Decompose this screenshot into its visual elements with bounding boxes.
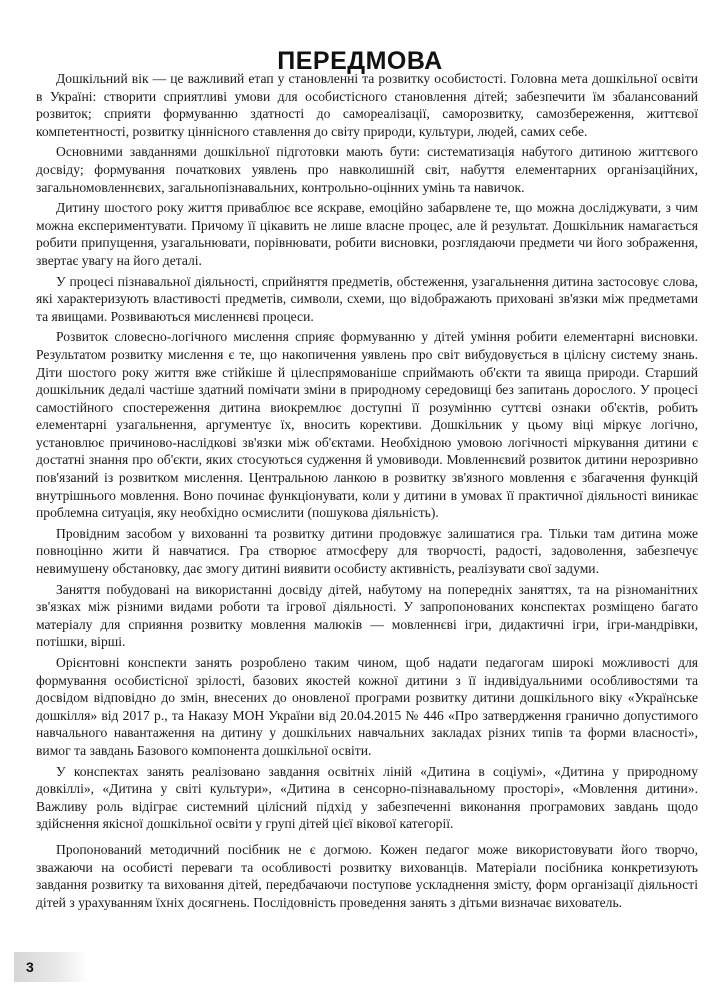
paragraph-6: Провідним засобом у вихованні та розвитку дитини продовжує залишатися гра. Тільки там дитина може повноцінно жити й навчатися. Гра створює атмосферу для творчості, радості, задоволення, забезпечує невимушену обстановку, дає змогу дитині виявити особисту активність, реалізувати свої задуми. bbox=[36, 525, 698, 577]
paragraph-7: Заняття побудовані на використанні досвіду дітей, набутому на попередніх заняттях, та на різноманітних зв'язках між різними видами роботи та ігрової діяльності. У запропонованих конспектах розміщено багато матеріалу для сприяння розвитку мовлення малюків — мовленнєві ігри, дидактичні ігри, ігри-мандрівки, потішки, вірші. bbox=[36, 581, 698, 650]
paragraph-4: У процесі пізнавальної діяльності, сприйняття предметів, обстеження, узагальнення дитина застосовує слова, які характеризують властивості предметів, символи, схеми, що відображають приховані зв'язки між предметами та явищами. Розвиваються мисленнєві процеси. bbox=[36, 273, 698, 324]
page-title: ПЕРЕДМОВА bbox=[277, 46, 443, 75]
paragraph-10: Пропонований методичний посібник не є догмою. Кожен педагог може використовувати його творчо, зважаючи на особисті переваги та особливості розвитку вихованців. Матеріали посібника конкретизують завдання розвитку та виховання дітей, передбачаючи поступове ускладнення змісту, форм організації діяльності дітей з урахуванням їхніх досягнень. Послідовність проведення занять з дітьми визначає вихователь. bbox=[36, 841, 698, 910]
paragraph-9: У конспектах занять реалізовано завдання освітніх ліній «Дитина в соціумі», «Дитина у природному довкіллі», «Дитина у світі культури», «Дитина в сенсорно-пізнавальному просторі», «Мовлення дитини». Важливу роль відіграє системний цілісний підхід у забезпеченні виконання програмових завдань щодо здійснення якісної дошкільної освіти у групі дітей цієї вікової категорії. bbox=[36, 763, 698, 832]
paragraph-5: Розвиток словесно-логічного мислення сприяє формуванню у дітей уміння робити елементарні висновки. Результатом розвитку мислення є те, що накопичення уявлень про світ вибудовується в цілісну систему знань. Діти шостого року життя вже стійкіше й цілеспрямованіше сприймають об'єкти та явища природи. Старший дошкільник дедалі частіше здатний помічати зміни в природному середовищі без запитань дорослого. У процесі самостійного спостереження дитина виокремлює доступні її розумінню суттєві ознаки об'єктів, робить елементарні узагальнення, аргументує їх, вносить корективи. Дошкільник у цьому віці міркує логічно, установлює причиново-наслідкові зв'язки між об'єктами. Необхідною умовою логічності міркування дитини є достатні знання про об'єкти, яких стосуються судження й умовиводи. Мовленнєвий розвиток дитини нерозривно пов'язаний із розвитком мислення. Центральною ланкою в розвитку зв'язного мовлення є збагачення функцій внутрішнього мовлення. Воно починає функціонувати, коли у дитини в умовах її практичної діяльності виникає проблемна ситуація, яку необхідно осмислити (пошукова діяльність). bbox=[36, 329, 698, 521]
paragraph-3: Дитину шостого року життя приваблює все яскраве, емоційно забарвлене те, що можна досліджувати, з чим можна експериментувати. Причому її цікавить не лише власне процес, але й результат. Дошкільник намагається робити припущення, узагальнювати, порівнювати, робити висновки, розглядаючи предмети чи його зображення, звертає увагу на його деталі. bbox=[36, 200, 698, 268]
paragraph-8: Орієнтовні конспекти занять розроблено таким чином, щоб надати педагогам широкі можливості для формування особистісної зрілості, базових якостей кожної дитини з її індивідуальними особливостями та досвідом відповідно до змін, внесених до оновленої програми розвитку дитини дошкільного віку «Українське дошкілля» від 2017 р., та Наказу МОН України від 20.04.2015 № 446 «Про затвердження гранично допустимого навчального навантаження на дитину у дошкільних навчальних закладах різних типів та форми власності», вимог та завдань Базового компонента дошкільної освіти. bbox=[36, 655, 698, 758]
page-number: 3 bbox=[14, 952, 88, 982]
paragraph-2: Основними завданнями дошкільної підготовки мають бути: систематизація набутого дитиною життєвого досвіду; формування початкових уявлень про навколишній світ, набуття елементарних організаційних, загальномовленнєвих, загальнопізнавальних, контрольно-оцінних умінь та навичок. bbox=[36, 144, 698, 195]
paragraph-1: Дошкільний вік — це важливий етап у становленні та розвитку особистості. Головна мета дошкільної освіти в Україні: створити сприятливі умови для особистісного становлення дітей; забезпечити їм збалансований розвиток; сприяти формуванню здатності до самореалізації, саморозвитку, самозбереження, життєвої компетентності, розвитку ціннісного ставлення до світу природи, культури, людей, самих себе. bbox=[36, 71, 698, 139]
preface-body bbox=[36, 70, 698, 914]
